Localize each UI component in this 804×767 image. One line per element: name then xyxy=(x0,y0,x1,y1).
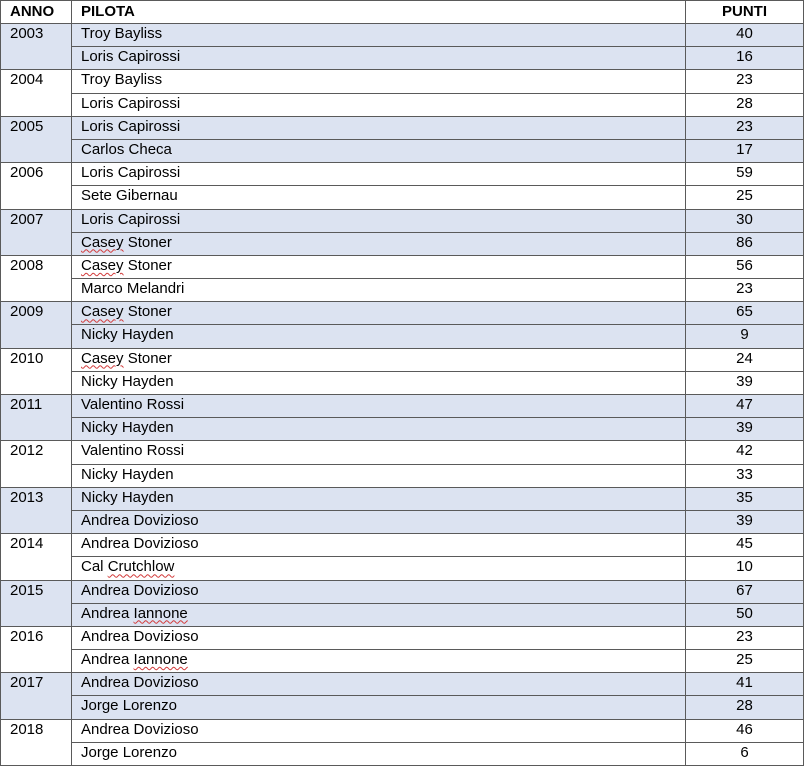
pilot-cell: Loris Capirossi xyxy=(72,163,686,186)
points-cell: 46 xyxy=(686,719,804,742)
points-cell: 28 xyxy=(686,696,804,719)
year-cell: 2017 xyxy=(1,673,72,719)
table-row xyxy=(1,395,804,418)
points-cell: 23 xyxy=(686,70,804,93)
table-row xyxy=(1,487,804,510)
points-cell: 65 xyxy=(686,302,804,325)
pilot-cell: Andrea Dovizioso xyxy=(72,510,686,533)
table-row xyxy=(1,47,804,70)
table-row xyxy=(1,24,804,47)
pilot-cell: Casey Stoner xyxy=(72,302,686,325)
points-cell: 39 xyxy=(686,418,804,441)
points-cell: 56 xyxy=(686,255,804,278)
year-cell: 2012 xyxy=(1,441,72,487)
table-row xyxy=(1,255,804,278)
pilot-cell: Valentino Rossi xyxy=(72,441,686,464)
header-points: PUNTI xyxy=(686,1,804,24)
pilot-cell: Jorge Lorenzo xyxy=(72,696,686,719)
pilot-cell: Nicky Hayden xyxy=(72,325,686,348)
points-cell: 35 xyxy=(686,487,804,510)
year-cell: 2014 xyxy=(1,534,72,580)
points-cell: 86 xyxy=(686,232,804,255)
table-row xyxy=(1,441,804,464)
pilot-cell: Andrea Dovizioso xyxy=(72,580,686,603)
points-cell: 25 xyxy=(686,650,804,673)
pilot-cell: Andrea Iannone xyxy=(72,603,686,626)
points-cell: 47 xyxy=(686,395,804,418)
pilot-cell: Andrea Dovizioso xyxy=(72,534,686,557)
pilot-cell: Casey Stoner xyxy=(72,348,686,371)
points-cell: 9 xyxy=(686,325,804,348)
pilot-cell: Nicky Hayden xyxy=(72,487,686,510)
header-year: ANNO xyxy=(1,1,72,24)
points-cell: 23 xyxy=(686,279,804,302)
results-body xyxy=(1,24,804,766)
pilot-cell: Andrea Iannone xyxy=(72,650,686,673)
pilot-cell: Troy Bayliss xyxy=(72,24,686,47)
year-cell: 2015 xyxy=(1,580,72,626)
table-row xyxy=(1,557,804,580)
pilot-cell: Nicky Hayden xyxy=(72,371,686,394)
pilot-cell: Casey Stoner xyxy=(72,232,686,255)
table-row xyxy=(1,139,804,162)
year-cell: 2009 xyxy=(1,302,72,348)
header-pilot: PILOTA xyxy=(72,1,686,24)
table-row xyxy=(1,70,804,93)
points-cell: 40 xyxy=(686,24,804,47)
points-cell: 30 xyxy=(686,209,804,232)
pilot-cell: Sete Gibernau xyxy=(72,186,686,209)
table-row xyxy=(1,580,804,603)
pilot-cell: Andrea Dovizioso xyxy=(72,719,686,742)
pilot-cell: Nicky Hayden xyxy=(72,418,686,441)
table-row xyxy=(1,279,804,302)
points-cell: 28 xyxy=(686,93,804,116)
pilot-cell: Cal Crutchlow xyxy=(72,557,686,580)
table-row xyxy=(1,93,804,116)
points-cell: 39 xyxy=(686,371,804,394)
points-cell: 39 xyxy=(686,510,804,533)
points-cell: 6 xyxy=(686,742,804,765)
table-row xyxy=(1,371,804,394)
year-cell: 2003 xyxy=(1,24,72,70)
table-row xyxy=(1,696,804,719)
points-cell: 23 xyxy=(686,116,804,139)
header-row xyxy=(1,1,804,24)
pilot-cell: Troy Bayliss xyxy=(72,70,686,93)
points-cell: 41 xyxy=(686,673,804,696)
year-cell: 2005 xyxy=(1,116,72,162)
year-cell: 2010 xyxy=(1,348,72,394)
year-cell: 2011 xyxy=(1,395,72,441)
table-row xyxy=(1,116,804,139)
points-cell: 42 xyxy=(686,441,804,464)
pilot-cell: Loris Capirossi xyxy=(72,116,686,139)
year-cell: 2006 xyxy=(1,163,72,209)
table-row xyxy=(1,650,804,673)
table-row xyxy=(1,742,804,765)
points-cell: 17 xyxy=(686,139,804,162)
table-row xyxy=(1,719,804,742)
pilot-cell: Nicky Hayden xyxy=(72,464,686,487)
pilot-cell: Loris Capirossi xyxy=(72,47,686,70)
table-row xyxy=(1,464,804,487)
table-row xyxy=(1,603,804,626)
table-row xyxy=(1,348,804,371)
pilot-cell: Loris Capirossi xyxy=(72,93,686,116)
points-cell: 50 xyxy=(686,603,804,626)
year-cell: 2013 xyxy=(1,487,72,533)
points-cell: 25 xyxy=(686,186,804,209)
table-row xyxy=(1,302,804,325)
year-cell: 2018 xyxy=(1,719,72,765)
table-row xyxy=(1,418,804,441)
table-row xyxy=(1,186,804,209)
points-cell: 23 xyxy=(686,626,804,649)
pilot-cell: Marco Melandri xyxy=(72,279,686,302)
year-cell: 2016 xyxy=(1,626,72,672)
pilot-cell: Andrea Dovizioso xyxy=(72,673,686,696)
pilot-cell: Valentino Rossi xyxy=(72,395,686,418)
points-cell: 10 xyxy=(686,557,804,580)
table-row xyxy=(1,232,804,255)
table-row xyxy=(1,325,804,348)
pilot-cell: Carlos Checa xyxy=(72,139,686,162)
points-cell: 45 xyxy=(686,534,804,557)
points-cell: 16 xyxy=(686,47,804,70)
year-cell: 2008 xyxy=(1,255,72,301)
points-cell: 59 xyxy=(686,163,804,186)
points-cell: 67 xyxy=(686,580,804,603)
pilot-cell: Andrea Dovizioso xyxy=(72,626,686,649)
table-row xyxy=(1,534,804,557)
table-row xyxy=(1,673,804,696)
pilot-cell: Casey Stoner xyxy=(72,255,686,278)
pilot-cell: Jorge Lorenzo xyxy=(72,742,686,765)
points-cell: 24 xyxy=(686,348,804,371)
table-row xyxy=(1,163,804,186)
points-cell: 33 xyxy=(686,464,804,487)
table-row xyxy=(1,510,804,533)
pilot-cell: Loris Capirossi xyxy=(72,209,686,232)
table-row xyxy=(1,626,804,649)
year-cell: 2004 xyxy=(1,70,72,116)
table-row xyxy=(1,209,804,232)
year-cell: 2007 xyxy=(1,209,72,255)
